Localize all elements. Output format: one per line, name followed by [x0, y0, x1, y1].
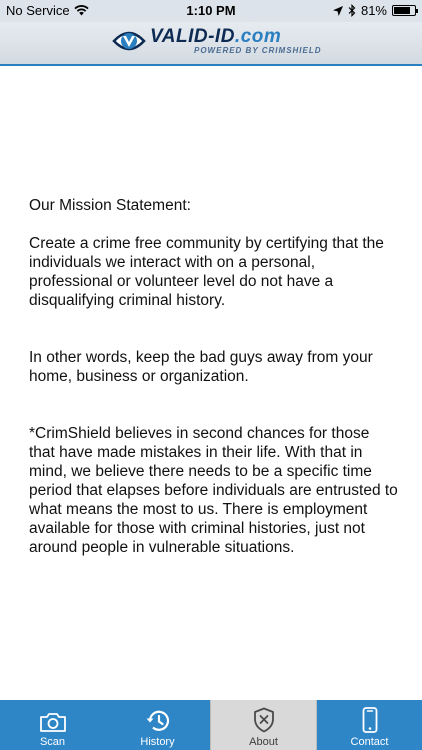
tab-label: Contact [350, 736, 389, 748]
app-header [0, 22, 422, 66]
camera-icon [39, 711, 67, 733]
mission-paragraph: Create a crime free community by certifying that the individuals we interact with on a personal, professional or volunteer level do not have a disqualifying criminal history. [29, 235, 384, 309]
tab-history[interactable] [105, 700, 210, 750]
logo-wordmark [150, 27, 322, 46]
status-time: 1:10 PM [186, 3, 236, 18]
battery-icon [392, 5, 416, 16]
valid-id-logo [112, 27, 322, 55]
carrier-label: No Service [6, 3, 70, 18]
battery-percent: 81% [360, 3, 387, 18]
tab-bar [0, 700, 422, 750]
tab-label: History [140, 736, 175, 748]
tab-label: About [249, 736, 278, 748]
phone-icon [362, 707, 378, 733]
shield-x-icon [253, 707, 275, 733]
tab-about[interactable] [210, 700, 317, 750]
logo-main-text: VALID-ID [150, 26, 235, 47]
logo-tagline: POWERED BY CRIMSHIELD [194, 46, 322, 55]
mission-heading: Our Mission Statement: [29, 197, 191, 214]
tab-contact[interactable] [317, 700, 422, 750]
status-bar [0, 0, 422, 22]
tab-scan[interactable] [0, 700, 105, 750]
mission-content [29, 196, 399, 576]
tab-label: Scan [39, 736, 66, 748]
location-arrow-icon [333, 6, 343, 16]
mission-paragraph: In other words, keep the bad guys away from your home, business or organization. [29, 349, 373, 385]
mission-paragraph: *CrimShield believes in second chances for those that have made mistakes in their life. With that in mind, we believe there needs to be a specific time period that elapses before individuals are entrusted to what means the most to us. There is employment available for those with criminal histories, just not around people in vulnerable situations. [29, 425, 398, 556]
battery-level [394, 7, 410, 14]
logo-text [150, 27, 322, 55]
status-right [333, 3, 416, 18]
bluetooth-icon [348, 4, 356, 17]
eye-logo-icon [112, 28, 146, 54]
logo-suffix: .com [234, 26, 282, 47]
history-icon [145, 709, 171, 733]
